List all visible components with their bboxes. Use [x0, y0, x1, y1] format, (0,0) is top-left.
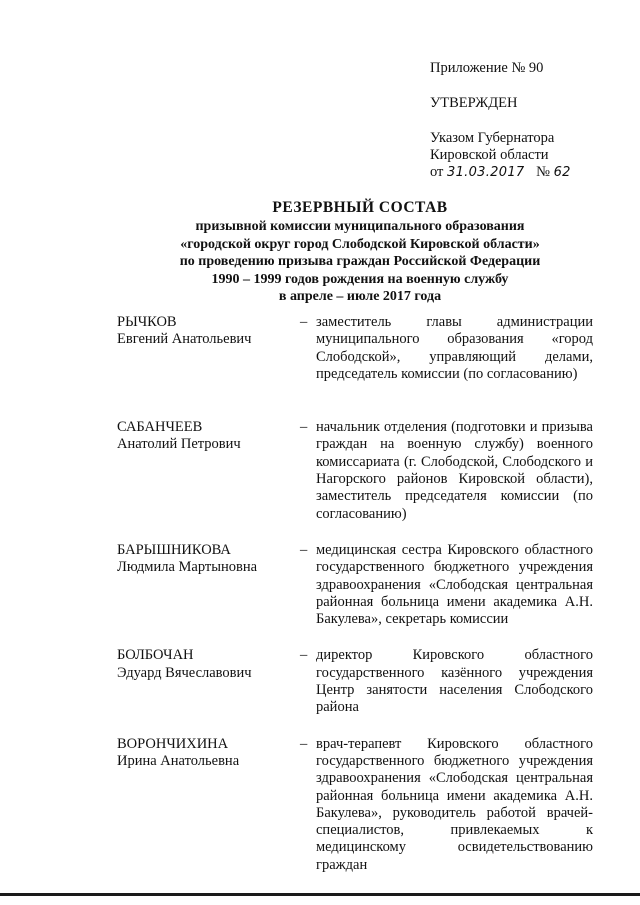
member-given-name: Эдуард Вячеславович	[117, 664, 252, 681]
handwritten-date: 31.03.2017	[447, 165, 525, 180]
member-entry	[117, 542, 593, 628]
decree-line-2: Кировской области	[430, 147, 549, 163]
member-dash: –	[300, 541, 308, 558]
member-given-name: Евгений Анатольевич	[117, 331, 252, 348]
member-dash: –	[300, 647, 308, 664]
member-surname: САБАНЧЕЕВ	[117, 419, 203, 436]
member-entry	[117, 736, 593, 874]
member-dash: –	[300, 419, 308, 436]
number-prefix: №	[536, 164, 550, 180]
member-dash: –	[300, 735, 308, 752]
members-list	[117, 314, 593, 874]
member-role: заместитель главы администрации муниципального образования «город Слободской», управляющий делами, председатель комиссии (по согласованию)	[316, 314, 593, 382]
member-name	[117, 542, 300, 628]
member-role: директор Кировского областного государственного казённого учреждения Центр занятости населения Слободского района	[316, 647, 593, 716]
member-surname: РЫЧКОВ	[117, 314, 177, 330]
member-role: начальник отделения (подготовки и призыва граждан на военную службу) военного комиссариата (г. Слободской, Слободского и Нагорского районов Кировской области), заместитель председателя комиссии (по согласованию)	[316, 419, 593, 522]
member-name	[117, 647, 300, 716]
title-line-5: в апреле – июле 2017 года	[278, 289, 442, 304]
document-title	[60, 198, 640, 306]
member-name	[117, 419, 300, 523]
appendix-number: Приложение № 90	[430, 60, 544, 76]
member-role: врач-терапевт Кировского областного государственного бюджетного учреждения здравоохранения «Слободская центральная районная больница имени академика А.Н. Бакулева», руководитель работой врачей-специалистов, привлекаемых к медицинскому освидетельствованию граждан	[316, 735, 593, 873]
member-surname: ВОРОНЧИХИНА	[117, 735, 229, 752]
title-line-1: призывной комиссии муниципального образования	[195, 219, 525, 234]
member-surname: БАРЫШНИКОВА	[117, 541, 231, 558]
member-given-name: Ирина Анатольевна	[117, 752, 240, 769]
member-name	[117, 736, 300, 874]
title-line-4: 1990 – 1999 годов рождения на военную службу	[211, 271, 509, 287]
member-entry	[117, 419, 593, 523]
member-given-name: Людмила Мартыновна	[117, 559, 258, 576]
approval-header	[430, 60, 571, 181]
decree-line-1: Указом Губернатора	[430, 130, 555, 146]
decree-date-line	[430, 164, 571, 181]
title-line-3: по проведению призыва граждан Российской Федерации	[179, 254, 541, 269]
member-surname: БОЛБОЧАН	[117, 647, 194, 664]
handwritten-number: 62	[553, 165, 571, 180]
member-entry	[117, 647, 593, 716]
title-line-2: «городской округ город Слободской Кировской области»	[180, 236, 540, 252]
member-dash: –	[300, 314, 308, 330]
title-main: РЕЗЕРВНЫЙ СОСТАВ	[272, 199, 448, 216]
member-given-name: Анатолий Петрович	[117, 436, 241, 453]
date-prefix: от	[430, 164, 444, 180]
scan-bottom-edge	[0, 893, 640, 896]
member-role: медицинская сестра Кировского областного государственного бюджетного учреждения здравоохранения «Слободская центральная районная больница имени академика А.Н. Бакулева», секретарь комиссии	[316, 541, 593, 628]
member-name	[117, 314, 300, 383]
member-entry	[117, 314, 593, 383]
approved-stamp: УТВЕРЖДЕН	[430, 95, 518, 111]
